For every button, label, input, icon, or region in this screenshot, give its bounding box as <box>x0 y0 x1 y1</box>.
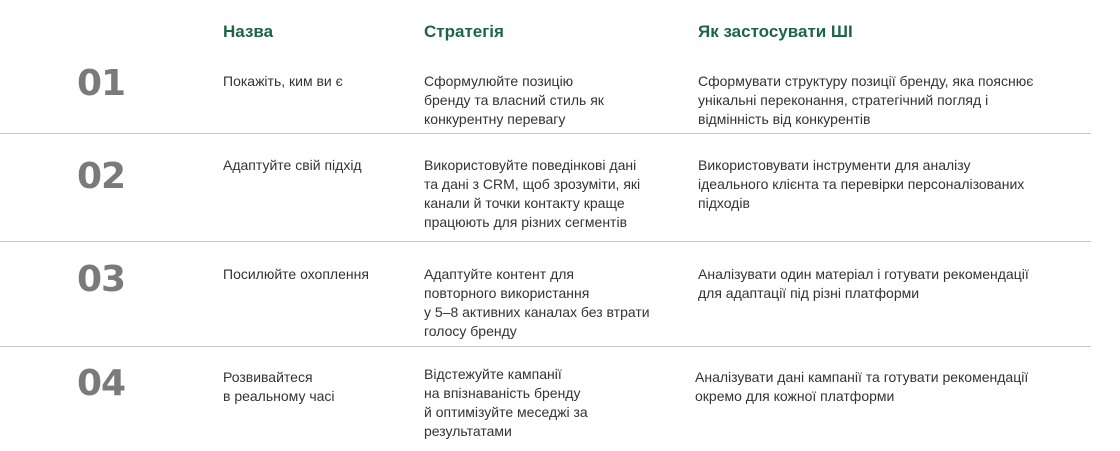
row-ai: Аналізувати дані кампанії та готувати рекомендації окремо для кожної платформи <box>695 369 1029 404</box>
row-number: 04 <box>77 363 126 404</box>
row-name: Розвивайтеся в реальному часі <box>223 369 335 404</box>
row-name: Покажіть, ким ви є <box>223 73 343 89</box>
column-header-strategy: Стратегія <box>424 22 504 41</box>
row-strategy: Адаптуйте контент для повторного використання у 5–8 активних каналах без втрати голосу бренду <box>424 266 650 339</box>
row-strategy: Використовуйте поведінкові дані та дані з CRM, щоб зрозуміти, які канали й точки контакту краще працюють для різних сегментів <box>424 157 641 230</box>
row-number: 03 <box>77 259 126 300</box>
row-divider <box>0 133 1091 134</box>
row-strategy: Відстежуйте кампанії на впізнаваність бренду й оптимізуйте меседжі за результатами <box>424 366 588 439</box>
row-name: Адаптуйте свій підхід <box>223 157 362 173</box>
column-header-ai: Як застосувати ШІ <box>698 22 853 41</box>
row-number: 02 <box>77 156 126 197</box>
row-number: 01 <box>77 63 126 104</box>
row-ai: Аналізувати один матеріал і готувати рекомендації для адаптації під різні платформи <box>698 266 1029 301</box>
row-divider <box>0 346 1091 347</box>
row-divider <box>0 241 1091 242</box>
row-ai: Сформувати структуру позиції бренду, яка пояснює унікальні переконання, стратегічний погляд і відмінність від конкурентів <box>698 73 1034 127</box>
row-ai: Використовувати інструменти для аналізу ідеального клієнта та перевірки персоналізованих підходів <box>698 157 1025 211</box>
row-strategy: Сформулюйте позицію бренду та власний стиль як конкурентну перевагу <box>424 73 604 127</box>
column-header-name: Назва <box>223 22 274 41</box>
row-name: Посилюйте охоплення <box>223 266 369 282</box>
